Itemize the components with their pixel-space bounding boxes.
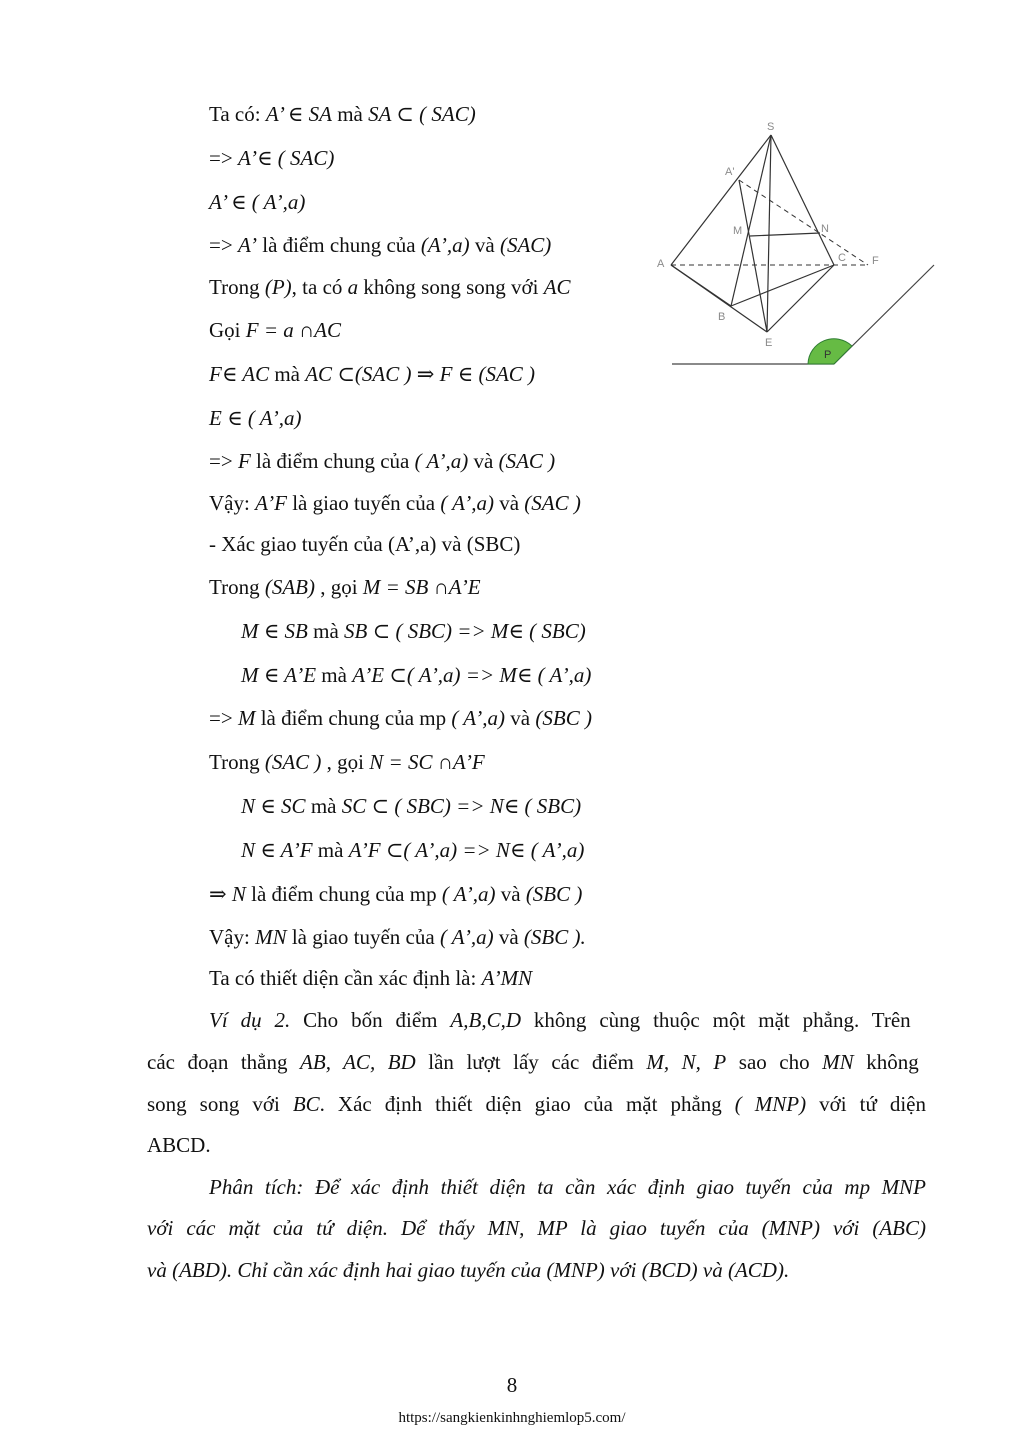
text-segment: F∈ AC bbox=[209, 362, 270, 386]
page-number: 8 bbox=[506, 1373, 518, 1397]
text-segment: (SBC ) bbox=[535, 706, 592, 730]
text-segment: A’ bbox=[237, 233, 257, 257]
text-segment: BC bbox=[292, 1092, 320, 1116]
text-segment: với các mặt của tứ diện. Dể thấy MN, MP là giao tuyến của (MNP) với (ABC) bbox=[147, 1216, 926, 1240]
text-segment: E ∈ ( A’,a) bbox=[209, 406, 302, 430]
text-segment: M = SB ∩A’E bbox=[362, 575, 481, 599]
text-line bbox=[241, 835, 584, 865]
text-segment: SA ⊂ ( SAC) bbox=[368, 102, 476, 126]
text-segment: và (ABD). Chỉ cần xác định hai giao tuyến của (MNP) với (BCD) và (ACD). bbox=[147, 1258, 790, 1282]
text-segment: sao cho bbox=[726, 1050, 823, 1074]
text-segment: Phân tích: Để xác định thiết diện ta cần xác định giao tuyến của mp MNP bbox=[209, 1175, 926, 1199]
text-segment: (SAB) bbox=[264, 575, 315, 599]
text-segment: và bbox=[493, 925, 524, 949]
text-segment: và bbox=[505, 706, 536, 730]
text-segment: A,B,C,D bbox=[450, 1008, 521, 1032]
text-line bbox=[147, 1089, 926, 1119]
text-segment: (SAC ) bbox=[524, 491, 581, 515]
label-N: N bbox=[821, 223, 829, 235]
line-A1F-dashed bbox=[739, 180, 868, 265]
label-M: M bbox=[733, 225, 743, 237]
text-line bbox=[209, 359, 535, 389]
text-line bbox=[209, 403, 302, 433]
text-segment: Trong bbox=[209, 575, 265, 599]
label-C: C bbox=[838, 252, 846, 264]
label-P: P bbox=[824, 349, 832, 361]
text-segment: M, N, P bbox=[646, 1050, 727, 1074]
text-segment: là giao tuyến của bbox=[286, 491, 441, 515]
text-segment: SC ⊂ ( SBC) => N∈ ( SBC) bbox=[341, 794, 582, 818]
text-segment: N ∈ A’F bbox=[241, 838, 313, 862]
text-segment: mà bbox=[316, 663, 353, 687]
text-segment: Vậy: bbox=[209, 925, 256, 949]
text-line bbox=[209, 315, 341, 345]
text-segment: A’F bbox=[255, 491, 287, 515]
text-line bbox=[209, 99, 476, 129]
text-segment: A’F ⊂( A’,a) => N∈ ( A’,a) bbox=[348, 838, 585, 862]
text-line bbox=[209, 747, 485, 777]
edge-EC bbox=[767, 265, 834, 332]
label-A1: A' bbox=[725, 166, 735, 178]
edge-SC bbox=[771, 135, 834, 265]
text-line bbox=[147, 1255, 789, 1285]
text-segment: a bbox=[347, 275, 359, 299]
text-segment: => bbox=[209, 706, 238, 730]
text-segment: (SBC ) bbox=[525, 882, 583, 906]
line-MN bbox=[750, 233, 820, 236]
text-segment: => bbox=[209, 146, 238, 170]
text-segment: là điểm chung của mp bbox=[245, 882, 442, 906]
text-segment: Ta có: bbox=[209, 102, 266, 126]
footer-url: https://sangkienkinhnghiemlop5.com/ bbox=[398, 1410, 626, 1426]
text-segment: và bbox=[469, 233, 500, 257]
text-segment: với tứ diện bbox=[806, 1092, 926, 1116]
text-segment: song song với bbox=[147, 1092, 293, 1116]
text-segment: MN bbox=[822, 1050, 854, 1074]
text-segment: (SAC ) bbox=[498, 449, 556, 473]
text-segment: AC ⊂(SAC ) ⇒ F ∈ (SAC ) bbox=[305, 362, 536, 386]
label-E: E bbox=[765, 337, 773, 349]
text-line bbox=[147, 1047, 919, 1077]
text-segment: , gọi bbox=[321, 750, 370, 774]
text-line bbox=[147, 1130, 211, 1160]
text-segment: M bbox=[237, 706, 256, 730]
text-segment: là điểm chung của mp bbox=[255, 706, 452, 730]
text-segment: Cho bốn điểm bbox=[290, 1008, 451, 1032]
text-line bbox=[209, 703, 592, 733]
text-segment: => bbox=[209, 449, 238, 473]
text-line bbox=[241, 791, 581, 821]
text-line bbox=[209, 922, 586, 952]
text-segment: lần lượt lấy các điểm bbox=[415, 1050, 647, 1074]
text-segment: ( A’,a) bbox=[441, 882, 496, 906]
text-segment: ( MNP) bbox=[734, 1092, 807, 1116]
text-segment: ( A’,a) bbox=[451, 706, 506, 730]
text-segment: và bbox=[468, 449, 499, 473]
text-line bbox=[147, 1213, 926, 1243]
text-segment: không song song với bbox=[358, 275, 544, 299]
text-line bbox=[209, 1172, 926, 1202]
text-segment: các đoạn thẳng bbox=[147, 1050, 301, 1074]
label-S: S bbox=[767, 121, 775, 133]
text-segment: là điểm chung của bbox=[256, 233, 421, 257]
label-A: A bbox=[657, 258, 665, 270]
text-segment: mà bbox=[305, 794, 342, 818]
label-F: F bbox=[872, 255, 879, 267]
text-segment: Ta có thiết diện cần xác định là: bbox=[209, 966, 482, 990]
text-segment: ( A’,a) bbox=[440, 491, 494, 515]
text-segment: MN bbox=[255, 925, 287, 949]
text-line bbox=[209, 272, 571, 302]
text-segment: . Xác định thiết diện giao của mặt phẳng bbox=[319, 1092, 735, 1116]
text-segment: là giao tuyến của bbox=[286, 925, 440, 949]
text-segment: , ta có bbox=[291, 275, 348, 299]
text-segment: A’∈ ( SAC) bbox=[237, 146, 335, 170]
edge-SE bbox=[767, 135, 771, 332]
text-segment: A’ ∈ SA bbox=[265, 102, 332, 126]
text-segment: (SBC ). bbox=[523, 925, 586, 949]
text-line bbox=[209, 143, 334, 173]
text-segment: và bbox=[493, 491, 525, 515]
text-segment: không bbox=[853, 1050, 919, 1074]
text-line bbox=[209, 230, 551, 260]
label-B: B bbox=[718, 311, 726, 323]
text-segment: ABCD. bbox=[147, 1133, 211, 1157]
text-segment: M ∈ A’E bbox=[241, 663, 317, 687]
text-segment: N ∈ SC bbox=[241, 794, 306, 818]
text-segment: mà bbox=[269, 362, 306, 386]
text-segment: mà bbox=[312, 838, 349, 862]
text-segment: M ∈ SB bbox=[241, 619, 308, 643]
text-segment: không cùng thuộc một mặt phẳng. Trên bbox=[521, 1008, 911, 1032]
text-segment: F bbox=[237, 449, 251, 473]
text-segment: mà bbox=[307, 619, 345, 643]
text-segment: N bbox=[231, 882, 246, 906]
text-segment: SB ⊂ ( SBC) => M∈ ( SBC) bbox=[344, 619, 586, 643]
text-line bbox=[209, 963, 532, 993]
text-segment: A’ ∈ ( A’,a) bbox=[209, 190, 306, 214]
text-segment: Gọi bbox=[209, 318, 246, 342]
text-segment: ( A’,a) bbox=[439, 925, 494, 949]
edge-BC bbox=[731, 265, 834, 306]
text-segment: F = a ∩AC bbox=[245, 318, 341, 342]
text-segment: (SAC ) bbox=[264, 750, 322, 774]
text-segment: ⇒ bbox=[209, 882, 232, 906]
text-segment: mà bbox=[331, 102, 369, 126]
text-line bbox=[209, 446, 555, 476]
text-line bbox=[209, 488, 581, 518]
text-segment: , gọi bbox=[315, 575, 363, 599]
text-line bbox=[241, 660, 591, 690]
text-segment: N = SC ∩A’F bbox=[369, 750, 485, 774]
text-segment: - Xác giao tuyến của (A’,a) và (SBC) bbox=[209, 532, 521, 556]
text-segment: => bbox=[209, 233, 238, 257]
text-segment: A’MN bbox=[481, 966, 533, 990]
text-segment: là điểm chung của bbox=[250, 449, 415, 473]
geometry-figure bbox=[655, 110, 945, 375]
text-line bbox=[209, 879, 582, 909]
text-line bbox=[209, 1005, 911, 1035]
text-line bbox=[241, 616, 586, 646]
text-line bbox=[209, 529, 520, 559]
text-line bbox=[209, 572, 481, 602]
text-segment: Trong bbox=[209, 750, 265, 774]
text-segment: và bbox=[495, 882, 526, 906]
text-segment: (A’,a) bbox=[420, 233, 470, 257]
text-segment: (P) bbox=[264, 275, 292, 299]
text-segment: Ví dụ 2. bbox=[209, 1008, 291, 1032]
text-line bbox=[209, 187, 305, 217]
text-segment: (SAC) bbox=[499, 233, 552, 257]
text-segment: Trong bbox=[209, 275, 265, 299]
text-segment: ( A’,a) bbox=[414, 449, 469, 473]
text-segment: AB, AC, BD bbox=[300, 1050, 416, 1074]
text-segment: Vậy: bbox=[209, 491, 256, 515]
text-segment: A’E ⊂( A’,a) => M∈ ( A’,a) bbox=[352, 663, 592, 687]
text-segment: AC bbox=[543, 275, 571, 299]
